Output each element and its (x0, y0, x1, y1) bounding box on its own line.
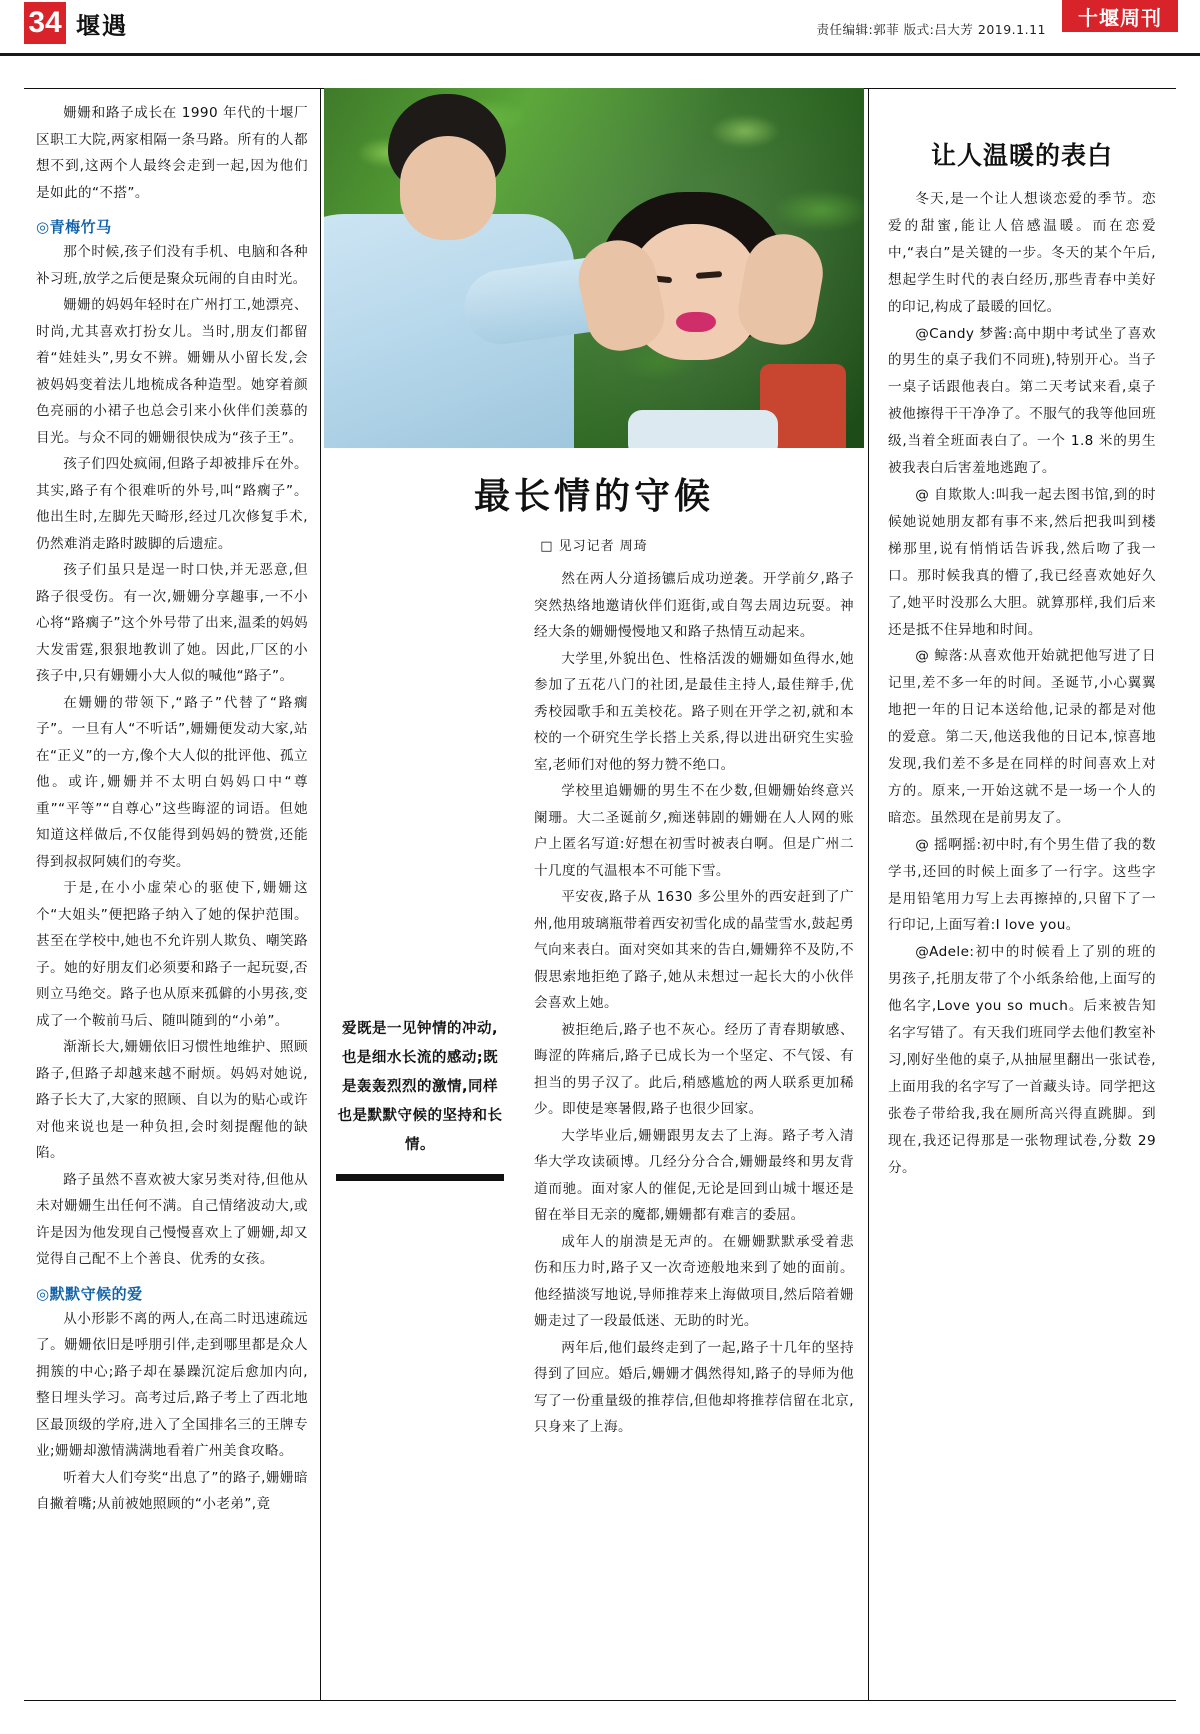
paragraph: 平安夜,路子从 1630 多公里外的西安赶到了广州,他用玻璃瓶带着西安初雪化成的晶莹雪水,鼓起勇气向来表白。面对突如其来的告白,姗姗猝不及防,不假思索地拒绝了路子,她从未想过一起长大的小伙伴会喜欢上她。 (534, 889, 854, 1011)
publication-logo: 十堰周刊 (1062, 0, 1178, 32)
paragraph: 在姗姗的带领下,“路子”代替了“路瘸子”。一旦有人“不听话”,姗姗便发动大家,站在“正义”的一方,像个大人似的批评他、孤立他。或许,姗姗并不太明白妈妈口中“尊重”“平等”“自尊心”这些晦涩的词语。但她知道这样做后,不仅能得到妈妈的赞赏,还能得到叔叔阿姨们的夸奖。 (36, 694, 308, 870)
paragraph: 两年后,他们最终走到了一起,路子十几年的坚持得到了回应。婚后,姗姗才偶然得知,路子的导师为他写了一份重量级的推荐信,但他却将推荐信留在北京,只身来了上海。 (534, 1339, 854, 1435)
middle-column (534, 566, 854, 1441)
bullet-icon: ◎ (36, 218, 50, 236)
paragraph: 于是,在小小虚荣心的驱使下,姗姗这个“大姐头”便把路子纳入了她的保护范围。甚至在学校中,她也不允许别人欺负、嘲笑路子。她的好朋友们必须要和路子一起玩耍,否则立马绝交。路子也从原来孤僻的小男孩,变成了一个鞍前马后、随叫随到的“小弟”。 (36, 880, 308, 1029)
sidebar-article (888, 100, 1156, 1182)
paragraph: 成年人的崩溃是无声的。在姗姗默默承受着悲伤和压力时,路子又一次奇迹般地来到了她的面前。他经描淡写地说,导师推荐来上海做项目,然后陪着姗姗走过了一段最低迷、无助的时光。 (534, 1233, 854, 1329)
left-column (36, 100, 308, 1518)
article-byline: □ 见习记者 周琦 (540, 539, 648, 554)
paragraph: @ 鲸落:从喜欢他开始就把他写进了日记里,差不多一年的时间。圣诞节,小心翼翼地把一年的日记本送给他,记录的都是对他的爱意。第二天,他送我他的日记本,惊喜地发现,我们差不多是在同样的时间喜欢上对方的。原来,一开始这就不是一场一个人的暗恋。虽然现在是前男友了。 (888, 648, 1156, 826)
subhead-1-label: 青梅竹马 (49, 218, 112, 236)
subhead-2-label: 默默守候的爱 (49, 1284, 143, 1303)
subhead-2 (36, 1283, 308, 1304)
masthead-credits: 责任编辑:郭菲 版式:吕大芳 2019.1.11 (816, 22, 1046, 37)
paragraph: 那个时候,孩子们没有手机、电脑和各种补习班,放学之后便是聚众玩闹的自由时光。 (36, 244, 308, 287)
left-body-2 (36, 1306, 308, 1518)
paragraph: 被拒绝后,路子也不灰心。经历了青春期敏感、晦涩的阵痛后,路子已成长为一个坚定、不气馁、有担当的男子汉了。此后,稍感尴尬的两人联系更加稀少。即使是寒暑假,路子也很少回家。 (534, 1021, 854, 1117)
pull-quote-text: 爱既是一见钟情的冲动,也是细水长流的感动;既是轰轰烈烈的激情,同样也是默默守候的坚持和长情。 (337, 1021, 503, 1153)
sidebar-title: 让人温暖的表白 (930, 141, 1113, 170)
figure-boy (324, 94, 564, 448)
paragraph: @Candy 梦酱:高中期中考试坐了喜欢的男生的桌子我们不同班),特别开心。当子一桌子话跟他表白。第二天考试来看,桌子被他擦得干干净净了。不服气的我等他回班级,当着全班面表白了。一个 1.8 米的男生被我表白后害羞地逃跑了。 (888, 325, 1156, 477)
bullet-icon: ◎ (36, 1284, 50, 1303)
section-title: 堰遇 (76, 12, 128, 40)
paragraph: @ 摇啊摇:初中时,有个男生借了我的数学书,还回的时候上面多了一行字。这些字是用铅笔用力写上去再擦掉的,只留下了一行印记,上面写着:I love you。 (888, 836, 1156, 934)
pull-quote-rule (336, 1174, 504, 1181)
pull-quote (336, 1015, 504, 1181)
left-body-1 (36, 239, 308, 1273)
figure-girl (536, 200, 836, 448)
left-intro (36, 100, 308, 206)
paragraph: 姗姗的妈妈年轻时在广州打工,她漂亮、时尚,尤其喜欢打扮女儿。当时,朋友们都留着“娃娃头”,男女不辨。姗姗从小留长发,会被妈妈变着法儿地梳成各种造型。她穿着颜色亮丽的小裙子也总会引来小伙伴们羡慕的目光。与众不同的姗姗很快成为“孩子王”。 (36, 297, 308, 446)
couple-photo (324, 88, 864, 448)
boy-face (400, 136, 496, 240)
paragraph: 从小形影不离的两人,在高二时迅速疏远了。姗姗依旧是呼朋引伴,走到哪里都是众人拥簇的中心;路子却在暴躁沉淀后愈加内向,整日埋头学习。高考过后,路子考上了西北地区最顶级的学府,进入了全国排名三的王牌专业;姗姗却激情满满地看着广州美食攻略。 (36, 1310, 308, 1459)
sidebar-body (888, 186, 1156, 1182)
paragraph: 孩子们虽只是逞一时口快,并无恶意,但路子很受伤。有一次,姗姗分享趣事,一不小心将“路瘸子”这个外号带了出来,温柔的妈妈大发雷霆,狠狠地教训了她。因此,厂区的小孩子中,只有姗姗小大人似的喊他“路子”。 (36, 562, 308, 684)
paragraph: 听着大人们夸奖“出息了”的路子,姗姗暗自撇着嘴;从前被她照顾的“小老弟”,竟 (36, 1469, 308, 1512)
headline-block (324, 468, 864, 554)
paragraph: 大学毕业后,姗姗跟男友去了上海。路子考入清华大学攻读硕博。几经分分合合,姗姗最终和男友背道而驰。面对家人的催促,无论是回到山城十堰还是留在举目无亲的魔都,姗姗都有难言的委屈。 (534, 1127, 854, 1223)
column-rule-right (868, 88, 869, 1700)
paragraph: 渐渐长大,姗姗依旧习惯性地维护、照顾路子,但路子却越来越不耐烦。妈妈对她说,路子长大了,大家的照顾、自以为的贴心或许对他来说也是一种负担,会时刻提醒他的缺陷。 (36, 1039, 308, 1161)
article-headline: 最长情的守候 (473, 476, 714, 517)
page-number: 34 (24, 2, 66, 44)
paragraph: @Adele:初中的时候看上了别的班的男孩子,托朋友带了个小纸条给他,上面写的他名字,Love you so much。后来被告知名字写错了。有天我们班同学去他们教室补习,刚好坐他的桌子,从抽屉里翻出一张试卷,上面用我的名字写了一首藏头诗。同学把这张卷子带给我,我在厕所高兴得直跳脚。到现在,我还记得那是一张物理试卷,分数 29 分。 (888, 944, 1156, 1176)
bottom-rule (24, 1700, 1176, 1701)
paragraph: 大学里,外貌出色、性格活泼的姗姗如鱼得水,她参加了五花八门的社团,是最佳主持人,最佳辩手,优秀校园歌手和五美校花。路子则在开学之初,就和本校的一个研究生学长搭上关系,得以进出研究生实验室,老师们对他的努力赞不绝口。 (534, 650, 854, 773)
girl-collar (628, 410, 778, 448)
paragraph: @ 自欺欺人:叫我一起去图书馆,到的时候她说她朋友都有事不来,然后把我叫到楼梯那里,说有悄悄话告诉我,然后吻了我一口。那时候我真的懵了,我已经喜欢她好久了,她平时没那么大胆。就算那样,我们后来还是抵不住异地和时间。 (888, 486, 1156, 638)
paragraph: 学校里追姗姗的男生不在少数,但姗姗始终意兴阑珊。大二圣诞前夕,痴迷韩剧的姗姗在人人网的账户上匿名写道:好想在初雪时被表白啊。但是广州二十几度的气温根本不可能下雪。 (534, 783, 854, 879)
paragraph: 孩子们四处疯闹,但路子却被排斥在外。其实,路子有个很难听的外号,叫“路瘸子”。他出生时,左脚先天畸形,经过几次修复手术,仍然难消走路时跛脚的后遗症。 (36, 456, 308, 552)
subhead-1 (36, 216, 308, 237)
girl-mouth (676, 312, 716, 332)
paragraph: 然在两人分道扬镳后成功逆袭。开学前夕,路子突然热络地邀请伙伴们逛街,或自驾去周边玩耍。神经大条的姗姗慢慢地又和路子热情互动起来。 (534, 571, 854, 640)
column-rule-left (320, 88, 321, 1700)
paragraph: 姗姗和路子成长在 1990 年代的十堰厂区职工大院,两家相隔一条马路。所有的人都想不到,这两个人最终会走到一起,因为他们是如此的“不搭”。 (36, 105, 308, 201)
masthead (0, 0, 1200, 56)
paragraph: 路子虽然不喜欢被大家另类对待,但他从未对姗姗生出任何不满。自己情绪波动大,或许是因为他发现自己慢慢喜欢上了姗姗,却又觉得自己配不上个善良、优秀的女孩。 (36, 1171, 308, 1267)
paragraph: 冬天,是一个让人想谈恋爱的季节。恋爱的甜蜜,能让人倍感温暖。而在恋爱中,“表白”是关键的一步。冬天的某个午后,想起学生时代的表白经历,那些青春中美好的印记,构成了最暖的回忆。 (888, 191, 1156, 315)
photo-background (324, 88, 864, 448)
